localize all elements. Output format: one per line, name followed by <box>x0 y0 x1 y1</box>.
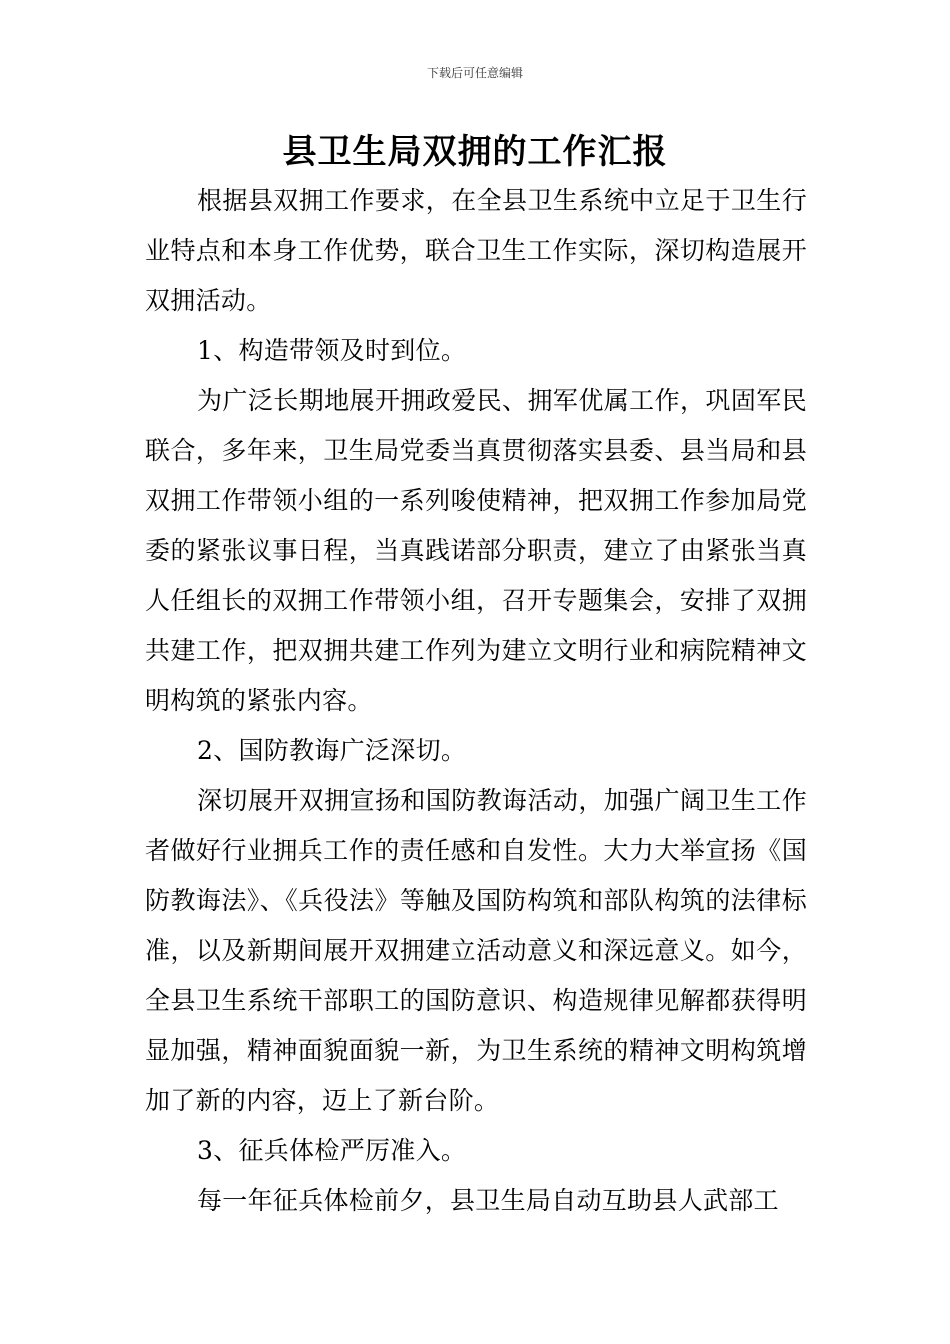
section-heading-2: 2、国防教诲广泛深切。 <box>197 736 467 765</box>
document-body <box>145 176 807 1226</box>
paragraph-section-2: 深切展开双拥宣扬和国防教诲活动，加强广阔卫生工作者做好行业拥兵工作的责任感和自发性。大力大举宣扬《国防教诲法》、《兵役法》等触及国防构筑和部队构筑的法律标准，以及新期间展开双拥建立活动意义和深远意义。如今，全县卫生系统干部职工的国防意识、构造规律见解都获得明显加强，精神面貌面貌一新，为卫生系统的精神文明构筑增加了新的内容，迈上了新台阶。 <box>145 786 807 1115</box>
paragraph-intro: 根据县双拥工作要求，在全县卫生系统中立足于卫生行业特点和本身工作优势，联合卫生工作实际，深切构造展开双拥活动。 <box>145 186 807 315</box>
header-note: 下载后可任意编辑 <box>426 66 523 80</box>
paragraph-section-3: 每一年征兵体检前夕，县卫生局自动互助县人武部工 <box>197 1186 779 1215</box>
section-heading-3: 3、征兵体检严厉准入。 <box>197 1136 467 1165</box>
paragraph-section-1: 为广泛长期地展开拥政爱民、拥军优属工作，巩固军民联合，多年来，卫生局党委当真贯彻落实县委、县当局和县双拥工作带领小组的一系列唆使精神，把双拥工作参加局党委的紧张议事日程，当真践诺部分职责，建立了由紧张当真人任组长的双拥工作带领小组，召开专题集会，安排了双拥共建工作，把双拥共建工作列为建立文明行业和病院精神文明构筑的紧张内容。 <box>145 386 807 715</box>
section-heading-1: 1、构造带领及时到位。 <box>197 336 467 365</box>
document-title: 县卫生局双拥的工作汇报 <box>282 132 668 172</box>
